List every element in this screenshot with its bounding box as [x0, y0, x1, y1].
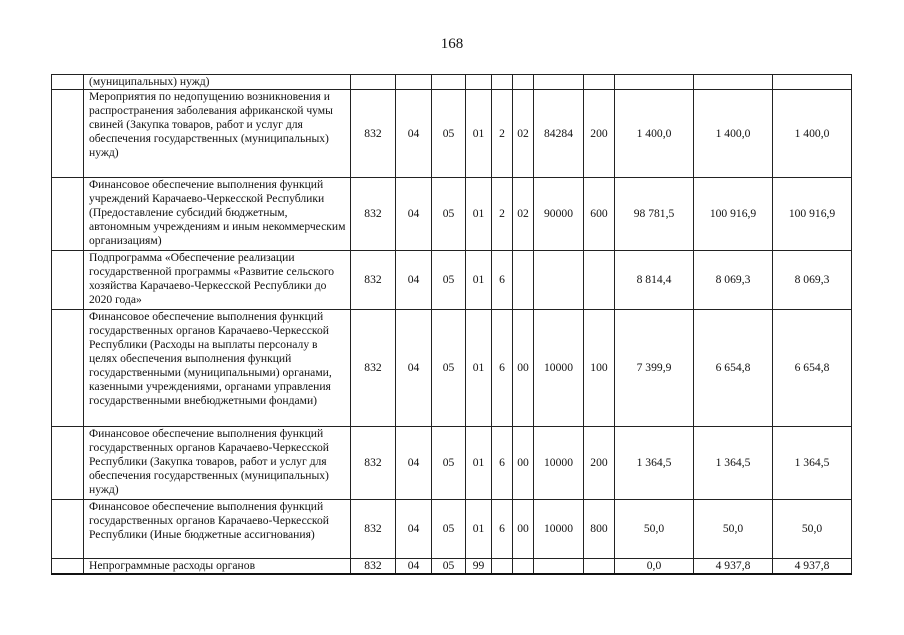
row-index-cell: [52, 90, 84, 178]
ministry-code: [351, 75, 396, 90]
expense-type-code: [584, 75, 615, 90]
program-code: 99: [466, 559, 492, 575]
subprogram-code: [492, 75, 513, 90]
amount-year-2: 4 937,8: [694, 559, 773, 575]
amount-year-3: 4 937,8: [773, 559, 852, 575]
program-code: 01: [466, 427, 492, 500]
program-code: 01: [466, 500, 492, 559]
table-row: [52, 310, 852, 427]
program-code: 01: [466, 310, 492, 427]
subsection-code: 05: [432, 427, 466, 500]
table-row: [52, 75, 852, 90]
direction-code: [534, 251, 584, 310]
section-code: [396, 75, 432, 90]
row-description: Финансовое обеспечение выполнения функций государственных органов Карачаево-Черкесской Республики (Иные бюджетные ассигнования): [84, 500, 351, 559]
table-row: [52, 559, 852, 575]
measure-code: [513, 251, 534, 310]
table-row: [52, 178, 852, 251]
expense-type-code: 100: [584, 310, 615, 427]
row-index-cell: [52, 427, 84, 500]
direction-code: 10000: [534, 310, 584, 427]
row-description: (муниципальных) нужд): [84, 75, 351, 90]
amount-year-1: 7 399,9: [615, 310, 694, 427]
expense-type-code: [584, 251, 615, 310]
subsection-code: 05: [432, 500, 466, 559]
program-code: 01: [466, 90, 492, 178]
subsection-code: 05: [432, 251, 466, 310]
expense-type-code: 600: [584, 178, 615, 251]
measure-code: [513, 75, 534, 90]
amount-year-2: 6 654,8: [694, 310, 773, 427]
section-code: 04: [396, 178, 432, 251]
row-index-cell: [52, 251, 84, 310]
program-code: 01: [466, 178, 492, 251]
subprogram-code: 6: [492, 500, 513, 559]
section-code: 04: [396, 559, 432, 575]
subprogram-code: 6: [492, 427, 513, 500]
section-code: 04: [396, 251, 432, 310]
direction-code: [534, 559, 584, 575]
row-description: Мероприятия по недопущению возникновения и распространения заболевания африканской чумы свиней (Закупка товаров, работ и услуг для обеспечения государственных (муниципальных) нужд): [84, 90, 351, 178]
amount-year-3: [773, 75, 852, 90]
direction-code: 10000: [534, 500, 584, 559]
expense-type-code: 800: [584, 500, 615, 559]
amount-year-3: 1 364,5: [773, 427, 852, 500]
row-description: Непрограммные расходы органов: [84, 559, 351, 575]
expense-type-code: 200: [584, 90, 615, 178]
row-index-cell: [52, 310, 84, 427]
section-code: 04: [396, 310, 432, 427]
amount-year-1: 1 400,0: [615, 90, 694, 178]
section-code: 04: [396, 500, 432, 559]
amount-year-1: 1 364,5: [615, 427, 694, 500]
direction-code: 10000: [534, 427, 584, 500]
section-code: 04: [396, 427, 432, 500]
subsection-code: 05: [432, 559, 466, 575]
page-number: 168: [440, 36, 464, 52]
amount-year-1: 98 781,5: [615, 178, 694, 251]
amount-year-3: 100 916,9: [773, 178, 852, 251]
subsection-code: [432, 75, 466, 90]
ministry-code: 832: [351, 427, 396, 500]
amount-year-3: 50,0: [773, 500, 852, 559]
row-description: Финансовое обеспечение выполнения функций государственных органов Карачаево-Черкесской Республики (Расходы на выплаты персоналу в целях обеспечения выполнения функций государственными (муниципальными) органами, казенными учреждениями, органами управления государственными внебюджетными фондами): [84, 310, 351, 427]
subprogram-code: 2: [492, 90, 513, 178]
table-row: [52, 427, 852, 500]
expense-type-code: [584, 559, 615, 575]
row-index-cell: [52, 75, 84, 90]
ministry-code: 832: [351, 310, 396, 427]
measure-code: 00: [513, 500, 534, 559]
ministry-code: 832: [351, 178, 396, 251]
measure-code: 02: [513, 90, 534, 178]
row-description: Финансовое обеспечение выполнения функций государственных органов Карачаево-Черкесской Республики (Закупка товаров, работ и услуг для обеспечения государственных (муниципальных) нужд): [84, 427, 351, 500]
amount-year-2: 1 400,0: [694, 90, 773, 178]
row-index-cell: [52, 559, 84, 575]
ministry-code: 832: [351, 251, 396, 310]
amount-year-2: 8 069,3: [694, 251, 773, 310]
amount-year-3: 1 400,0: [773, 90, 852, 178]
measure-code: [513, 559, 534, 575]
measure-code: 00: [513, 427, 534, 500]
program-code: [466, 75, 492, 90]
direction-code: [534, 75, 584, 90]
subsection-code: 05: [432, 178, 466, 251]
amount-year-2: 100 916,9: [694, 178, 773, 251]
amount-year-2: 1 364,5: [694, 427, 773, 500]
budget-table: [51, 74, 852, 575]
ministry-code: 832: [351, 559, 396, 575]
subprogram-code: 6: [492, 251, 513, 310]
amount-year-2: [694, 75, 773, 90]
row-index-cell: [52, 178, 84, 251]
amount-year-3: 6 654,8: [773, 310, 852, 427]
subsection-code: 05: [432, 310, 466, 427]
amount-year-1: [615, 75, 694, 90]
row-index-cell: [52, 500, 84, 559]
subprogram-code: 2: [492, 178, 513, 251]
table-row: [52, 90, 852, 178]
ministry-code: 832: [351, 500, 396, 559]
amount-year-1: 50,0: [615, 500, 694, 559]
program-code: 01: [466, 251, 492, 310]
section-code: 04: [396, 90, 432, 178]
expense-type-code: 200: [584, 427, 615, 500]
direction-code: 84284: [534, 90, 584, 178]
subsection-code: 05: [432, 90, 466, 178]
direction-code: 90000: [534, 178, 584, 251]
ministry-code: 832: [351, 90, 396, 178]
table-row: [52, 500, 852, 559]
table-row: [52, 251, 852, 310]
amount-year-3: 8 069,3: [773, 251, 852, 310]
amount-year-2: 50,0: [694, 500, 773, 559]
amount-year-1: 0,0: [615, 559, 694, 575]
subprogram-code: 6: [492, 310, 513, 427]
measure-code: 00: [513, 310, 534, 427]
measure-code: 02: [513, 178, 534, 251]
subprogram-code: [492, 559, 513, 575]
row-description: Подпрограмма «Обеспечение реализации государственной программы «Развитие сельского хозяйства Карачаево-Черкесской Республики до 2020 года»: [84, 251, 351, 310]
amount-year-1: 8 814,4: [615, 251, 694, 310]
row-description: Финансовое обеспечение выполнения функций учреждений Карачаево-Черкесской Республики (Предоставление субсидий бюджетным, автономным учреждениям и иным некоммерческим организациям): [84, 178, 351, 251]
